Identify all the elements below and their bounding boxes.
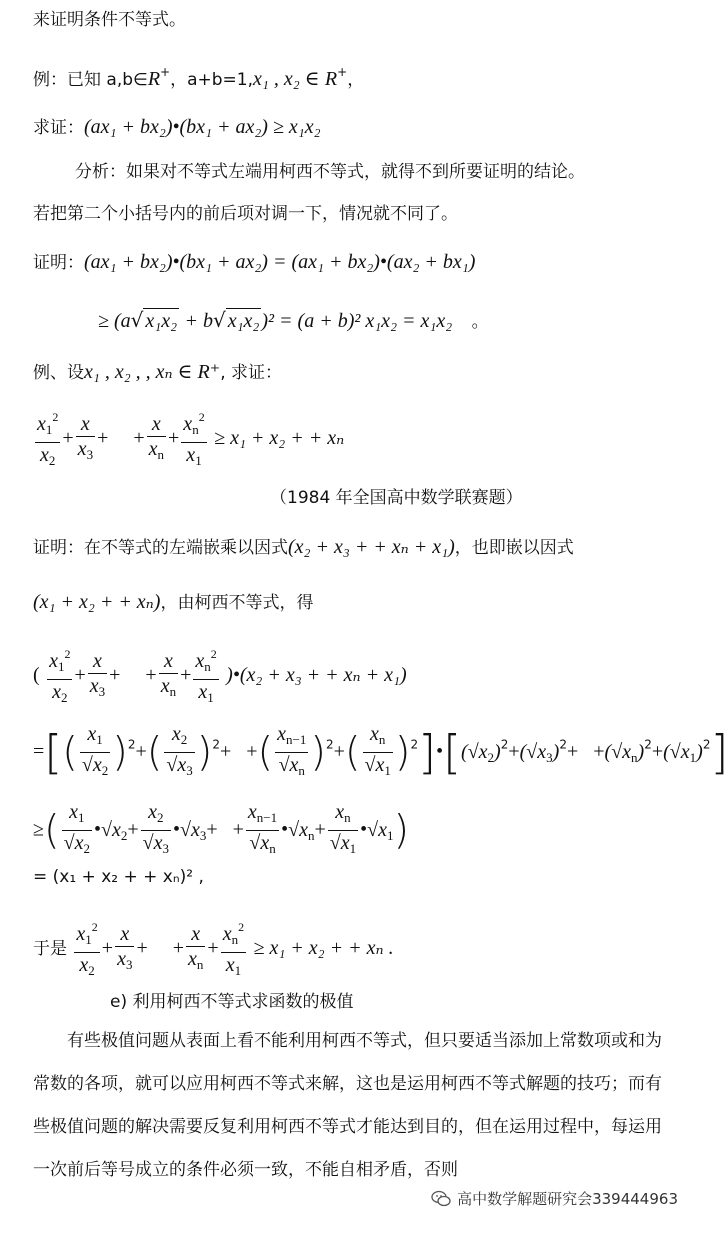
product-line: ( $\frac{x_1^2}{x_2}$ + $\frac{x}{x_3}$ + + $\frac{x}{x_n}$ + $\frac{x_n^2}{x_1}$ )•(x₂ + x₃ + + xₙ + x₁): [33, 642, 407, 710]
proof-1-math: (ax₁ + bx₂)•(bx₁ + ax₂) = (ax₁ + bx₂)•(ax₂ + bx₁): [84, 251, 476, 273]
example-2-vars: x₁ , x₂ , , xₙ ∈ R⁺: [84, 361, 221, 383]
proof-1-line-2: ≥ (a√ x₁x₂ + b√ x₁x₂ )² = (a + b)² x₁x₂ = x₁x₂ 。: [98, 308, 489, 332]
proof-1-ge: ≥ (a: [98, 310, 131, 332]
example-2-given: [33, 360, 282, 385]
proof-1-sqrt-1: x₁x₂: [145, 310, 178, 332]
r-plus-2: +: [337, 65, 348, 79]
given-mid: ，a+b=1,: [170, 70, 254, 90]
section-heading: e) 利用柯西不等式求函数的极值: [110, 992, 354, 1012]
analysis-line-1: 分析：如果对不等式左端用柯西不等式，就得不到所要证明的结论。: [75, 162, 585, 182]
given-vars: x₁ , x₂ ∈: [253, 68, 320, 90]
proof-1-prefix: 证明：: [33, 253, 84, 273]
product-multiplier: )•(x₂ + x₃ + + xₙ + x₁): [226, 664, 407, 686]
conclusion-line: 于是 $\frac{x_1^2}{x_2}$ + $\frac{x}{x_3}$ + + $\frac{x}{x_n}$ + $\frac{x_n^2}{x_1}$ ≥ x₁ + x₂ + + xₙ .: [33, 915, 394, 983]
proof-1-tail: )² = (a + b)² x₁x₂ = x₁x₂: [261, 310, 453, 332]
r-symbol: R: [147, 68, 161, 90]
inequality-rhs: ≥ x₁ + x₂ + + xₙ: [214, 427, 345, 449]
given-prefix: 例：已知 a,b∈: [33, 70, 148, 90]
body-paragraph: 有些极值问题从表面上看不能利用柯西不等式，但只要适当添加上常数项或和为常数的各项，就可以应用柯西不等式来解，这也是运用柯西不等式解题的技巧；而有些极值问题的解决需要反复利用柯西不等式才能达到目的，但在运用过程中，每运用一次前后等号成立的条件必须一致，不能自相矛盾，否则: [33, 1031, 662, 1180]
proof-2-a: 证明：在不等式的左端嵌乘以因式: [33, 538, 288, 558]
conclusion-prefix: 于是: [33, 939, 67, 959]
proof-2-e: ，由柯西不等式，得: [160, 593, 314, 613]
proof-1-plus-b: + b: [184, 310, 213, 332]
inequality-statement: $\frac{x_1^2}{x_2}$ + $\frac{x}{x_3}$ + + $\frac{x}{x_n}$ + $\frac{x_n^2}{x_1}$ ≥ x₁ + x₂ + + xₙ: [33, 405, 344, 473]
proof-2-factor: (x₂ + x₃ + + xₙ + x₁): [288, 536, 455, 558]
sum-squared-line: = (x₁ + x₂ + + xₙ)² ,: [33, 867, 204, 887]
watermark: [431, 1188, 678, 1209]
cauchy-expansion: =[( $\frac{x_1}{√x_2}$ )$^2$+( $\frac{x_2}{√x_3}$ )$^2$+ +( $\frac{x_{n-1}}{√x_n}$ )$^2$+( $\frac{x_n}{√x_1}$ )$^2]•[(√x_2)^2+(√x_3)^2+ +(√x_n)^2+(√x_1)^2]$: [33, 723, 728, 780]
example-2-suffix: , 求证：: [220, 363, 283, 383]
proof-1-line-1: [33, 250, 475, 275]
prove-prefix: 求证：: [33, 118, 84, 138]
r-plus: +: [160, 65, 171, 79]
proof-2-c: ，也即嵌以因式: [454, 538, 574, 558]
example-2-prefix: 例、设: [33, 363, 84, 383]
watermark-text: 高中数学解题研究会339444963: [457, 1190, 678, 1208]
cauchy-bound: ≥( $\frac{x_1}{√x_2}$ $•√x_2+$ $\frac{x_2}{√x_3}$ $•√x_3+$ + $\frac{x_{n-1}}{√x_n}$ $•√x_n+$ $\frac{x_n}{√x_1}$ $•√x_1$): [33, 801, 410, 856]
wechat-icon: [431, 1190, 451, 1208]
r-symbol-2: R: [324, 68, 338, 90]
proof-2-line-2: [33, 590, 313, 615]
proof-1-sqrt-2: x₁x₂: [227, 310, 260, 332]
proof-2-factor-2: (x₁ + x₂ + + xₙ): [33, 591, 161, 613]
prove-math: (ax₁ + bx₂)•(bx₁ + ax₂) ≥ x₁x₂: [84, 116, 321, 138]
source-note: （1984 年全国高中数学联赛题）: [270, 488, 523, 508]
proof-2-line-1: [33, 535, 574, 560]
example-1-given: 例：已知 a,b∈R+，a+b=1,x₁ , x₂ ∈ R+，: [33, 65, 365, 90]
analysis-line-2: 若把第二个小括号内的前后项对调一下，情况就不同了。: [33, 204, 458, 224]
example-1-prove: [33, 115, 321, 140]
intro-line: 来证明条件不等式。: [33, 10, 186, 30]
conclusion-rhs: ≥ x₁ + x₂ + + xₙ .: [253, 937, 394, 959]
proof-1-end: 。: [471, 312, 489, 332]
